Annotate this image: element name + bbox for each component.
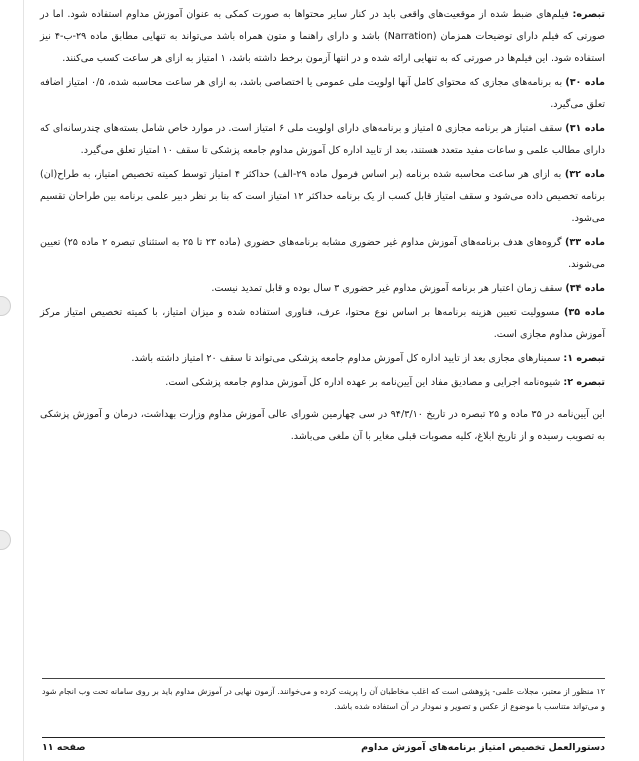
paragraph-text: به ازای هر ساعت محاسبه شده برنامه (بر اساس فرمول ماده ۲۹-الف) حداکثر ۴ امتیاز توسط کمیته تخصیص امتیاز، به طراح(ان) برنامه تخصیص داده می‌شود و سقف امتیاز قابل کسب از یک برنامه حداکثر ۱۲ امتیاز است که بنا بر نظر دبیر علمی برنامه بین طراحان تقسیم می‌شود. (40, 169, 605, 224)
footnote-divider (42, 678, 605, 679)
paragraph-tag: ماده ۳۰) (565, 77, 605, 88)
punch-hole (0, 296, 11, 316)
article-33 (40, 232, 605, 276)
paragraph-text: فیلم‌های ضبط شده از موقعیت‌های واقعی باید در کنار سایر محتواها به صورت کمکی به عنوان آموزش مداوم استفاده شود. اما در صورتی که فیلم دارای توضیحات همزمان (Narration) باشد و دارای راهنما و متون همراه باشد می‌تواند به تنهایی مطابق ماده ۲۹-ب-۴ نیز استفاده شود. این فیلم‌ها در صورتی که به تنهایی ارائه شده و در انتها آزمون برخط داشته باشد، ۱ امتیاز به ازای هر ساعت کسب می‌کنند. (40, 9, 605, 64)
paragraph-text: گروه‌های هدف برنامه‌های آموزش مداوم غیر حضوری مشابه برنامه‌های حضوری (ماده ۲۳ تا ۲۵ به استثنای تبصره ۲ ماده ۲۵) تعیین می‌شوند. (40, 237, 605, 270)
paragraph-text: مسوولیت تعیین هزینه برنامه‌ها بر اساس نوع محتوا، عرف، فناوری استفاده شده و میزان امتیاز، با کمیته تخصیص امتیاز مرکز آموزش مداوم مجازی است. (40, 307, 605, 340)
paragraph-tag: تبصره: (572, 9, 605, 20)
article-31 (40, 118, 605, 162)
punch-hole (0, 530, 11, 550)
paragraph-text: سقف امتیاز هر برنامه مجازی ۵ امتیاز و برنامه‌های دارای اولویت ملی ۶ امتیاز است. در موارد خاص شامل بسته‌های چندرسانه‌ای که دارای مطالب علمی و ساعات مفید متعدد هستند، بعد از تایید اداره کل آموزش مداوم جامعه پزشکی تا سقف ۱۰ امتیاز تعلق می‌گیرد. (40, 123, 605, 156)
footer-divider (42, 737, 605, 738)
spacer (40, 396, 605, 404)
binding-line (23, 0, 24, 761)
paragraph-text: سقف زمان اعتبار هر برنامه آموزش مداوم غیر حضوری ۳ سال بوده و قابل تمدید نیست. (211, 283, 563, 294)
paragraph-text: شیوه‌نامه اجرایی و مصادیق مفاد این آیین‌نامه بر عهده اداره کل آموزش مداوم جامعه پزشکی است. (165, 377, 561, 388)
footnote: ۱۲ منظور از معتبر، مجلات علمی- پژوهشی است که اغلب مخاطبان آن را پرینت کرده و می‌خوانند. آزمون نهایی در آموزش مداوم باید بر روی سامانه تحت وب انجام شود و می‌تواند متناسب با موضوع از عکس و تصویر و نمودار در آن استفاده شده باشد. (42, 687, 605, 711)
paragraph-tag: ماده ۳۲) (564, 169, 605, 180)
paragraph-text: سمینارهای مجازی بعد از تایید اداره کل آموزش مداوم جامعه پزشکی می‌تواند تا سقف ۲۰ امتیاز داشته باشد. (131, 353, 561, 364)
page-number: صفحه ۱۱ (42, 742, 86, 753)
paragraph-tag: ماده ۳۳) (565, 237, 605, 248)
body-text (40, 4, 605, 450)
paragraph-tag: تبصره ۲: (563, 377, 605, 388)
paragraph-tag: ماده ۳۴) (565, 283, 605, 294)
paragraph-tag: ماده ۳۱) (565, 123, 605, 134)
article-32 (40, 164, 605, 230)
article-30 (40, 72, 605, 116)
note-1 (40, 348, 605, 370)
paragraph-tag: تبصره ۱: (563, 353, 605, 364)
paragraph-text: به برنامه‌های مجازی که محتوای کامل آنها اولویت ملی عمومی یا اختصاصی باشد، به ازای هر ساعت محاسبه شده، ۰/۵ امتیاز اضافه تعلق می‌گیرد. (40, 77, 605, 110)
footer-title: دستورالعمل تخصیص امتیاز برنامه‌های آموزش مداوم (361, 742, 605, 753)
article-34 (40, 278, 605, 300)
article-35 (40, 302, 605, 346)
paragraph-tag: ماده ۳۵) (564, 307, 605, 318)
note-paragraph (40, 4, 605, 70)
note-2 (40, 372, 605, 394)
closing-paragraph: این آیین‌نامه در ۳۵ ماده و ۲۵ تبصره در تاریخ ۹۴/۳/۱۰ در سی چهارمین شورای عالی آموزش مداوم وزارت بهداشت، درمان و آموزش پزشکی به تصویب رسیده و از تاریخ ابلاغ، کلیه مصوبات قبلی مغایر با آن ملغی می‌باشد. (40, 409, 605, 442)
